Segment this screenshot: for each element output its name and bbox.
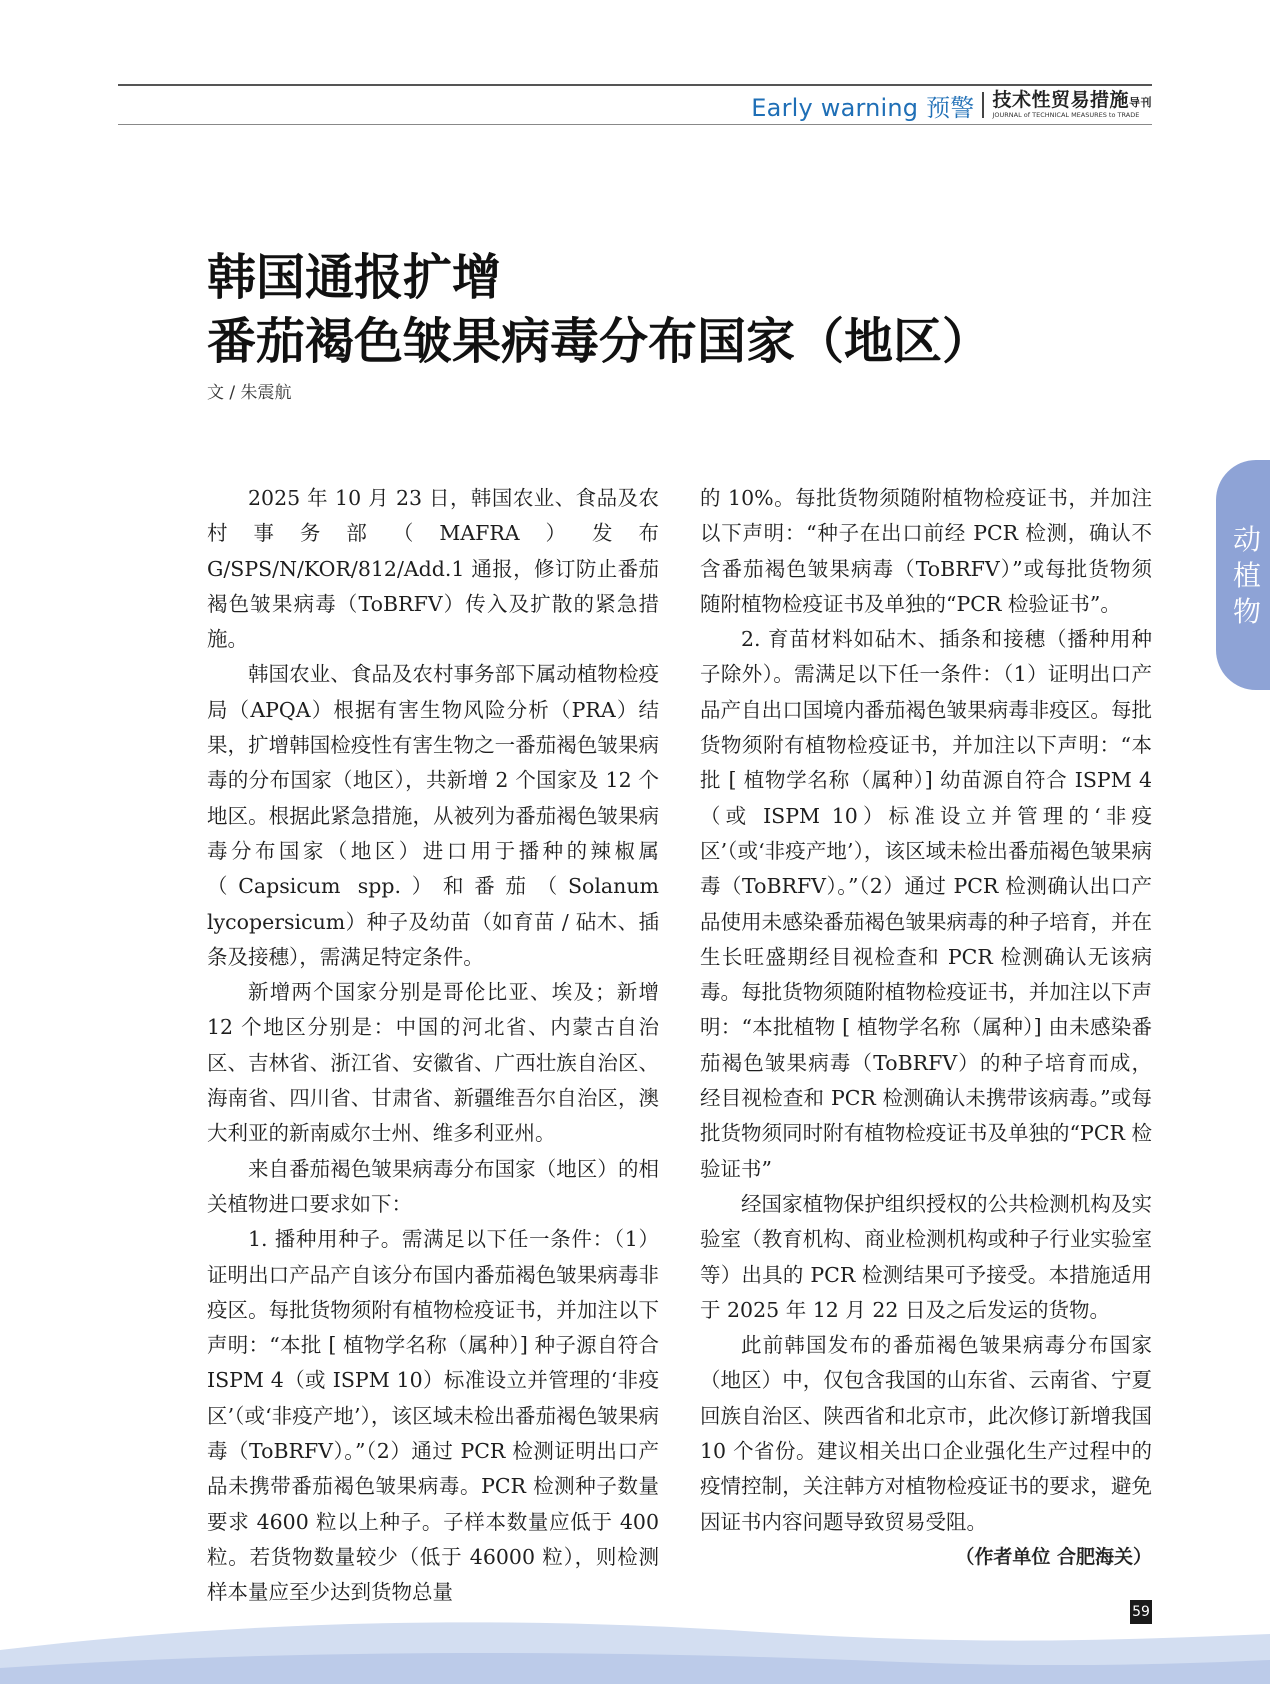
paragraph: 2. 育苗材料如砧木、插条和接穗（播种用种子除外）。需满足以下任一条件：（1）证明出口产品产自出口国境内番茄褐色皱果病毒非疫区。每批货物须附有植物检疫证书，并加注以下声明：“本批 [ 植物学名称（属种）] 幼苗源自符合 ISPM 4（或 ISPM 10）标准设立并管理的‘非疫区’（或‘非疫产地’），该区域未检出番茄褐色皱果病毒（ToBRFV）。”（2）通过 PCR 检测确认出口产品使用未感染番茄褐色皱果病毒的种子培育，并在生长旺盛期经目视检查和 PCR 检测确认无该病毒。每批货物须随附植物检疫证书，并加注以下声明：“本批植物 [ 植物学名称（属种）] 由未感染番茄褐色皱果病毒（ToBRFV）的种子培育而成，经目视检查和 PCR 检测确认未携带该病毒。”或每批货物须同时附有植物检疫证书及单独的“PCR 检验证书” (700, 627, 1152, 1181)
header-rule-bottom (118, 124, 1152, 125)
title-line-1: 韩国通报扩增 (207, 249, 502, 306)
journal-logo (992, 91, 1152, 119)
paragraph: 新增两个国家分别是哥伦比亚、埃及；新增 12 个地区分别是：中国的河北省、内蒙古自治区、吉林省、浙江省、安徽省、广西壮族自治区、海南省、四川省、甘肃省、新疆维吾尔自治区，澳大利亚的新南威尔士州、维多利亚州。 (207, 980, 659, 1146)
journal-english-name: JOURNAL of TECHNICAL MEASURES to TRADE (992, 111, 1140, 120)
page-header (118, 88, 1152, 122)
page-number: 59 (1130, 1600, 1152, 1624)
side-tab-label (1222, 522, 1270, 630)
header-rule-top (118, 84, 1152, 86)
article-title (207, 246, 991, 374)
journal-suffix: 导刊 (1129, 96, 1152, 110)
left-column (207, 481, 659, 1611)
paragraph: 2025 年 10 月 23 日，韩国农业、食品及农村事务部（MAFRA）发布 G/SPS/N/KOR/812/Add.1 通报，修订防止番茄褐色皱果病毒（ToBRFV）传入及扩散的紧急措施。 (207, 486, 659, 652)
author-affiliation: （作者单位 合肥海关） (955, 1545, 1152, 1568)
side-tab-char: 动 (1232, 523, 1261, 556)
journal-name: 技术性贸易措施 (992, 89, 1129, 112)
right-column (700, 481, 1152, 1575)
paragraph: 经国家植物保护组织授权的公共检测机构及实验室（教育机构、商业检测机构或种子行业实验室等）出具的 PCR 检测结果可予接受。本措施适用于 2025 年 12 月 22 日及之后发运的货物。 (700, 1191, 1152, 1322)
header-separator (982, 92, 984, 118)
side-tab-char: 植 (1232, 559, 1261, 592)
paragraph-continuation: 的 10%。每批货物须随附植物检疫证书，并加注以下声明：“种子在出口前经 PCR 检测，确认不含番茄褐色皱果病毒（ToBRFV）”或每批货物须随附植物检疫证书及单独的“PCR 检验证书”。 (700, 486, 1152, 616)
side-tab-char: 物 (1232, 595, 1261, 628)
title-line-2: 番茄褐色皱果病毒分布国家（地区） (207, 313, 992, 370)
paragraph: 来自番茄褐色皱果病毒分布国家（地区）的相关植物进口要求如下： (207, 1156, 659, 1216)
bottom-wave-decoration (0, 1610, 1270, 1684)
paragraph: 此前韩国发布的番茄褐色皱果病毒分布国家（地区）中，仅包含我国的山东省、云南省、宁夏回族自治区、陕西省和北京市，此次修订新增我国 10 个省份。建议相关出口企业强化生产过程中的疫情控制，关注韩方对植物检疫证书的要求，避免因证书内容问题导致贸易受阻。 (700, 1333, 1152, 1534)
paragraph: 韩国农业、食品及农村事务部下属动植物检疫局（APQA）根据有害生物风险分析（PRA）结果，扩增韩国检疫性有害生物之一番茄褐色皱果病毒的分布国家（地区），共新增 2 个国家及 12 个地区。根据此紧急措施，从被列为番茄褐色皱果病毒分布国家（地区）进口用于播种的辣椒属（Capsicum spp.）和番茄（Solanum lycopersicum）种子及幼苗（如育苗 / 砧木、插条及接穗），需满足特定条件。 (207, 662, 659, 969)
paragraph: 1. 播种用种子。需满足以下任一条件：（1）证明出口产品产自该分布国内番茄褐色皱果病毒非疫区。每批货物须附有植物检疫证书，并加注以下声明：“本批 [ 植物学名称（属种）] 种子源自符合 ISPM 4（或 ISPM 10）标准设立并管理的‘非疫区’（或‘非疫产地’），该区域未检出番茄褐色皱果病毒（ToBRFV）。”（2）通过 PCR 检测证明出口产品未携带番茄褐色皱果病毒。PCR 检测种子数量要求 4600 粒以上种子。子样本数量应低于 400 粒。若货物数量较少（低于 46000 粒），则检测样本量应至少达到货物总量 (207, 1227, 659, 1605)
section-label: Early warning 预警 (751, 93, 975, 122)
byline: 文 / 朱震航 (207, 383, 292, 403)
